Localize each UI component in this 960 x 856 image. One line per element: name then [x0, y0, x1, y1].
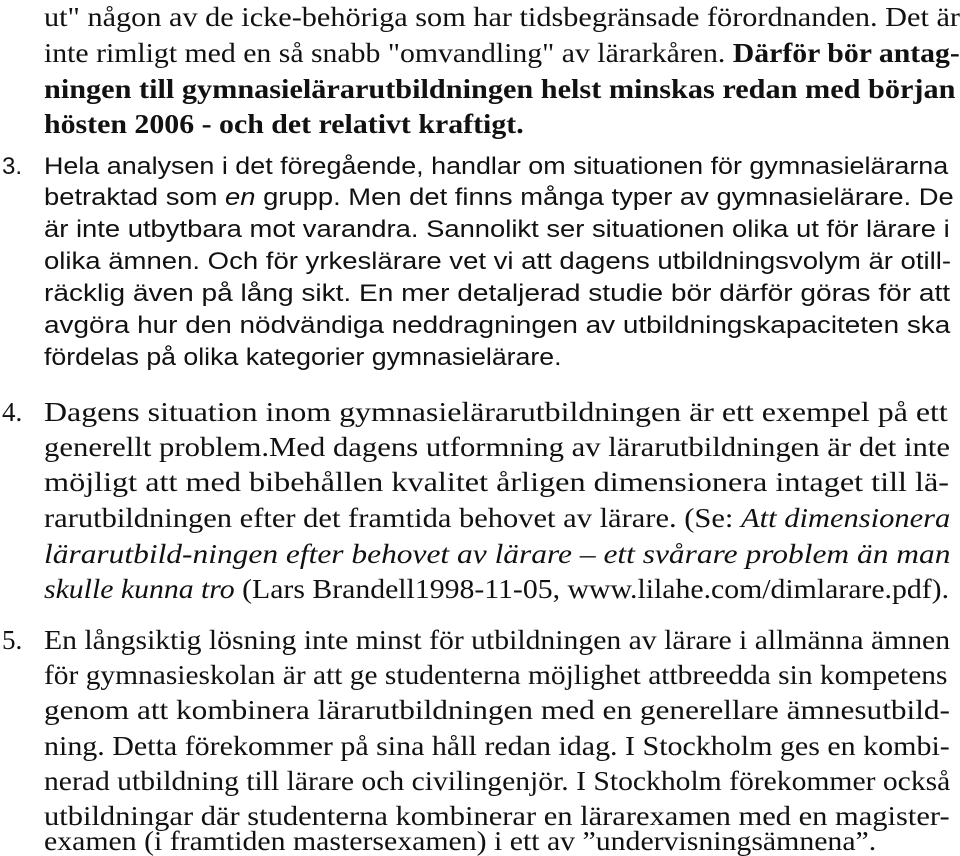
intro-bold-text: hösten 2006 - och det relativt kraftigt. — [44, 109, 524, 139]
item-3-line-5: räcklig även på lång sikt. En mer detaljerad studie bör därför göras för att — [44, 280, 951, 307]
item-5-line-4: ning. Detta förekommer på sina håll redan idag. I Stockholm ges en kombi- — [44, 731, 950, 761]
item-5-line-3: genom att kombinera lärarutbildningen med en generellare ämnesutbild- — [44, 695, 950, 725]
intro-text: inte rimligt med en så snabb "omvandling" av lärarkåren. — [44, 38, 733, 68]
intro-text: ut" någon av de icke-behöriga som har tidsbegränsade förordnanden. Det är — [44, 2, 960, 32]
item-4-line-2: generellt problem.Med dagens utformning av lärarutbildningen är det inte — [44, 432, 951, 462]
item-5-line-2: för gymnasieskolan är att ge studenterna möjlighet attbreedda sin kompetens — [44, 660, 948, 690]
item-3-line-2: betraktad som en grupp. Men det finns många typer av gymnasielärare. De — [44, 184, 954, 211]
item-4-italic-text: skulle kunna tro — [44, 574, 235, 604]
item-4-number: 4. — [2, 397, 23, 427]
intro-line-2 — [44, 40, 960, 67]
intro-bold-text: ningen till gymnasielärarutbildningen helst minskas redan med början — [44, 74, 956, 104]
item-5-number: 5. — [2, 625, 23, 655]
item-5-line-1: En långsiktig lösning inte minst för utbildningen av lärare i allmänna ämnen — [44, 625, 951, 655]
item-4-line-6: skulle kunna tro (Lars Brandell1998-11-05, www.lilahe.com/dimlarare.pdf). — [44, 574, 950, 604]
item-4-line-1: Dagens situation inom gymnasielärarutbildningen är ett exempel på ett — [44, 397, 948, 427]
item-3-line-4: olika ämnen. Och för yrkeslärare vet vi att dagens utbildningsvolym är otill- — [44, 248, 952, 275]
item-4-italic-text: lärarutbild-ningen efter behovet av lärare – ett svårare problem än man — [44, 539, 951, 569]
item-4-line-4: rarutbildningen efter det framtida behovet av lärare. (Se: Att dimensionera — [44, 503, 951, 533]
item-5-line-7: examen (i framtiden mastersexamen) i ett av ”undervisningsämnena”. — [44, 826, 877, 856]
item-4-line-3: möjligt att med bibehållen kvalitet årligen dimensionera intaget till lä- — [44, 467, 950, 497]
item-4-line-5 — [44, 541, 950, 568]
item-4-italic-text: Att dimensionera — [740, 503, 951, 533]
item-3-line-3: är inte utbytbara mot varandra. Sannolikt ser situationen olika ut för lärare i — [44, 216, 950, 243]
intro-line-1 — [44, 4, 960, 31]
item-3-line-6: avgöra hur den nödvändiga neddragningen av utbildningskapaciteten ska — [44, 312, 951, 339]
intro-line-4 — [44, 111, 524, 138]
item-3-number: 3. — [2, 153, 23, 180]
item-3-line-7: fördelas på olika kategorier gymnasielärare. — [44, 344, 562, 371]
item-3-italic-text: en — [225, 184, 256, 211]
item-5-line-6: utbildningar där studenterna kombinerar en lärarexamen med en magister- — [44, 801, 950, 831]
item-3-line-1: Hela analysen i det föregående, handlar om situationen för gymnasielärarna — [44, 153, 949, 180]
intro-bold-text: Därför bör antag- — [732, 38, 960, 68]
item-5-line-5: nerad utbildning till lärare och civilingenjör. I Stockholm förekommer också — [44, 766, 951, 796]
intro-line-3 — [44, 76, 955, 103]
